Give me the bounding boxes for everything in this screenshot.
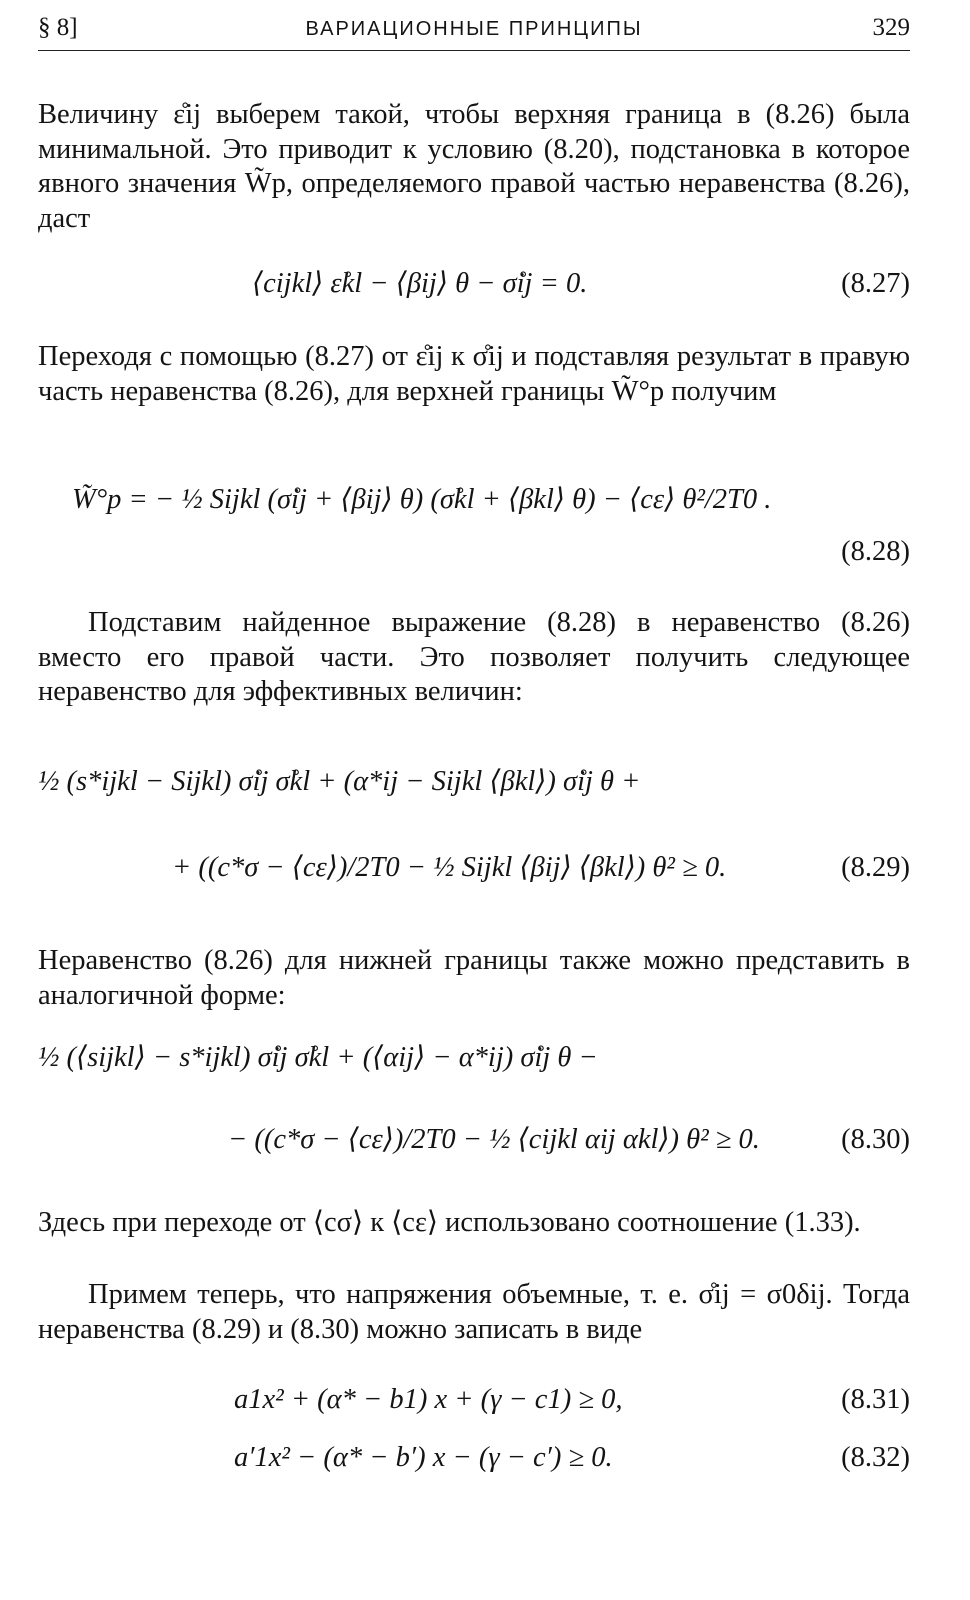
- paragraph-3: Подставим найденное выражение (8.28) в неравенство (8.26) вместо его правой части. Это позволяет получить следующее неравенство для эффективных величин:: [38, 607, 910, 707]
- equation-8-27-expression: ⟨cijkl⟩ ε̊kl − ⟨βij⟩ θ − σ̊ij = 0.: [252, 268, 588, 299]
- equation-8-29-line-2-expression: + ((c*σ − ⟨cε⟩)/2T0 − ½ Sijkl ⟨βij⟩ ⟨βkl⟩) θ² ≥ 0.: [172, 852, 727, 883]
- equation-8-31-number: (8.31): [841, 1384, 910, 1415]
- header-rule: [38, 50, 910, 51]
- equation-8-32-expression: a′1x² − (α* − b′) x − (γ − c′) ≥ 0.: [234, 1442, 613, 1473]
- paragraph-1: Величину ε̊ij выберем такой, чтобы верхняя граница в (8.26) была минимальной. Это приводит к условию (8.20), подстановка в которое явного значения W̃p, определяемого правой частью неравенства (8.26), даст: [38, 99, 910, 234]
- equation-8-29-number: (8.29): [841, 852, 910, 883]
- equation-8-30-line-2-expression: − ((c*σ − ⟨cε⟩)/2T0 − ½ ⟨cijkl αij αkl⟩) θ² ≥ 0.: [228, 1124, 760, 1155]
- equation-8-31-expression: a1x² + (α* − b1) x + (γ − c1) ≥ 0,: [234, 1384, 623, 1415]
- paragraph-4: Неравенство (8.26) для нижней границы также можно представить в аналогичной форме:: [38, 945, 910, 1011]
- paragraph-2: Переходя с помощью (8.27) от ε̊ij к σ̊ij и подставляя результат в правую часть неравенства (8.26), для верхней границы W̃°p получим: [38, 341, 910, 407]
- equation-8-30-line-2: [38, 1118, 910, 1162]
- equation-8-30-line-1: [38, 1036, 910, 1080]
- equation-8-30-number: (8.30): [841, 1124, 910, 1155]
- equation-8-28: [38, 478, 910, 522]
- equation-8-29-line-1-expression: ½ (s*ijkl − Sijkl) σ̊ij σ̊kl + (α*ij − Sijkl ⟨βkl⟩) σ̊ij θ +: [38, 766, 641, 797]
- equation-8-32: [38, 1436, 910, 1480]
- section-mark: § 8]: [38, 14, 78, 41]
- page-number: 329: [872, 14, 910, 41]
- equation-8-27-number: (8.27): [841, 268, 910, 299]
- running-head: [38, 14, 910, 44]
- equation-8-30-line-1-expression: ½ (⟨sijkl⟩ − s*ijkl) σ̊ij σ̊kl + (⟨αij⟩ − α*ij) σ̊ij θ −: [38, 1042, 598, 1073]
- equation-8-29-line-1: [38, 760, 910, 804]
- equation-8-29-line-2: [38, 846, 910, 890]
- equation-8-27: [38, 262, 910, 306]
- paragraph-5: Здесь при переходе от ⟨cσ⟩ к ⟨cε⟩ использовано соотношение (1.33).: [38, 1207, 861, 1238]
- equation-8-28-expression: W̃°p = − ½ Sijkl (σ̊ij + ⟨βij⟩ θ) (σ̊kl + ⟨βkl⟩ θ) − ⟨cε⟩ θ²/2T0 .: [72, 484, 772, 515]
- paragraph-6: Примем теперь, что напряжения объемные, т. е. σ̊ij = σ0δij. Тогда неравенства (8.29) и (8.30) можно записать в виде: [38, 1279, 910, 1345]
- chapter-title: ВАРИАЦИОННЫЕ ПРИНЦИПЫ: [305, 18, 643, 40]
- equation-8-32-number: (8.32): [841, 1442, 910, 1473]
- equation-8-28-number: (8.28): [841, 536, 910, 567]
- equation-8-31: [38, 1378, 910, 1422]
